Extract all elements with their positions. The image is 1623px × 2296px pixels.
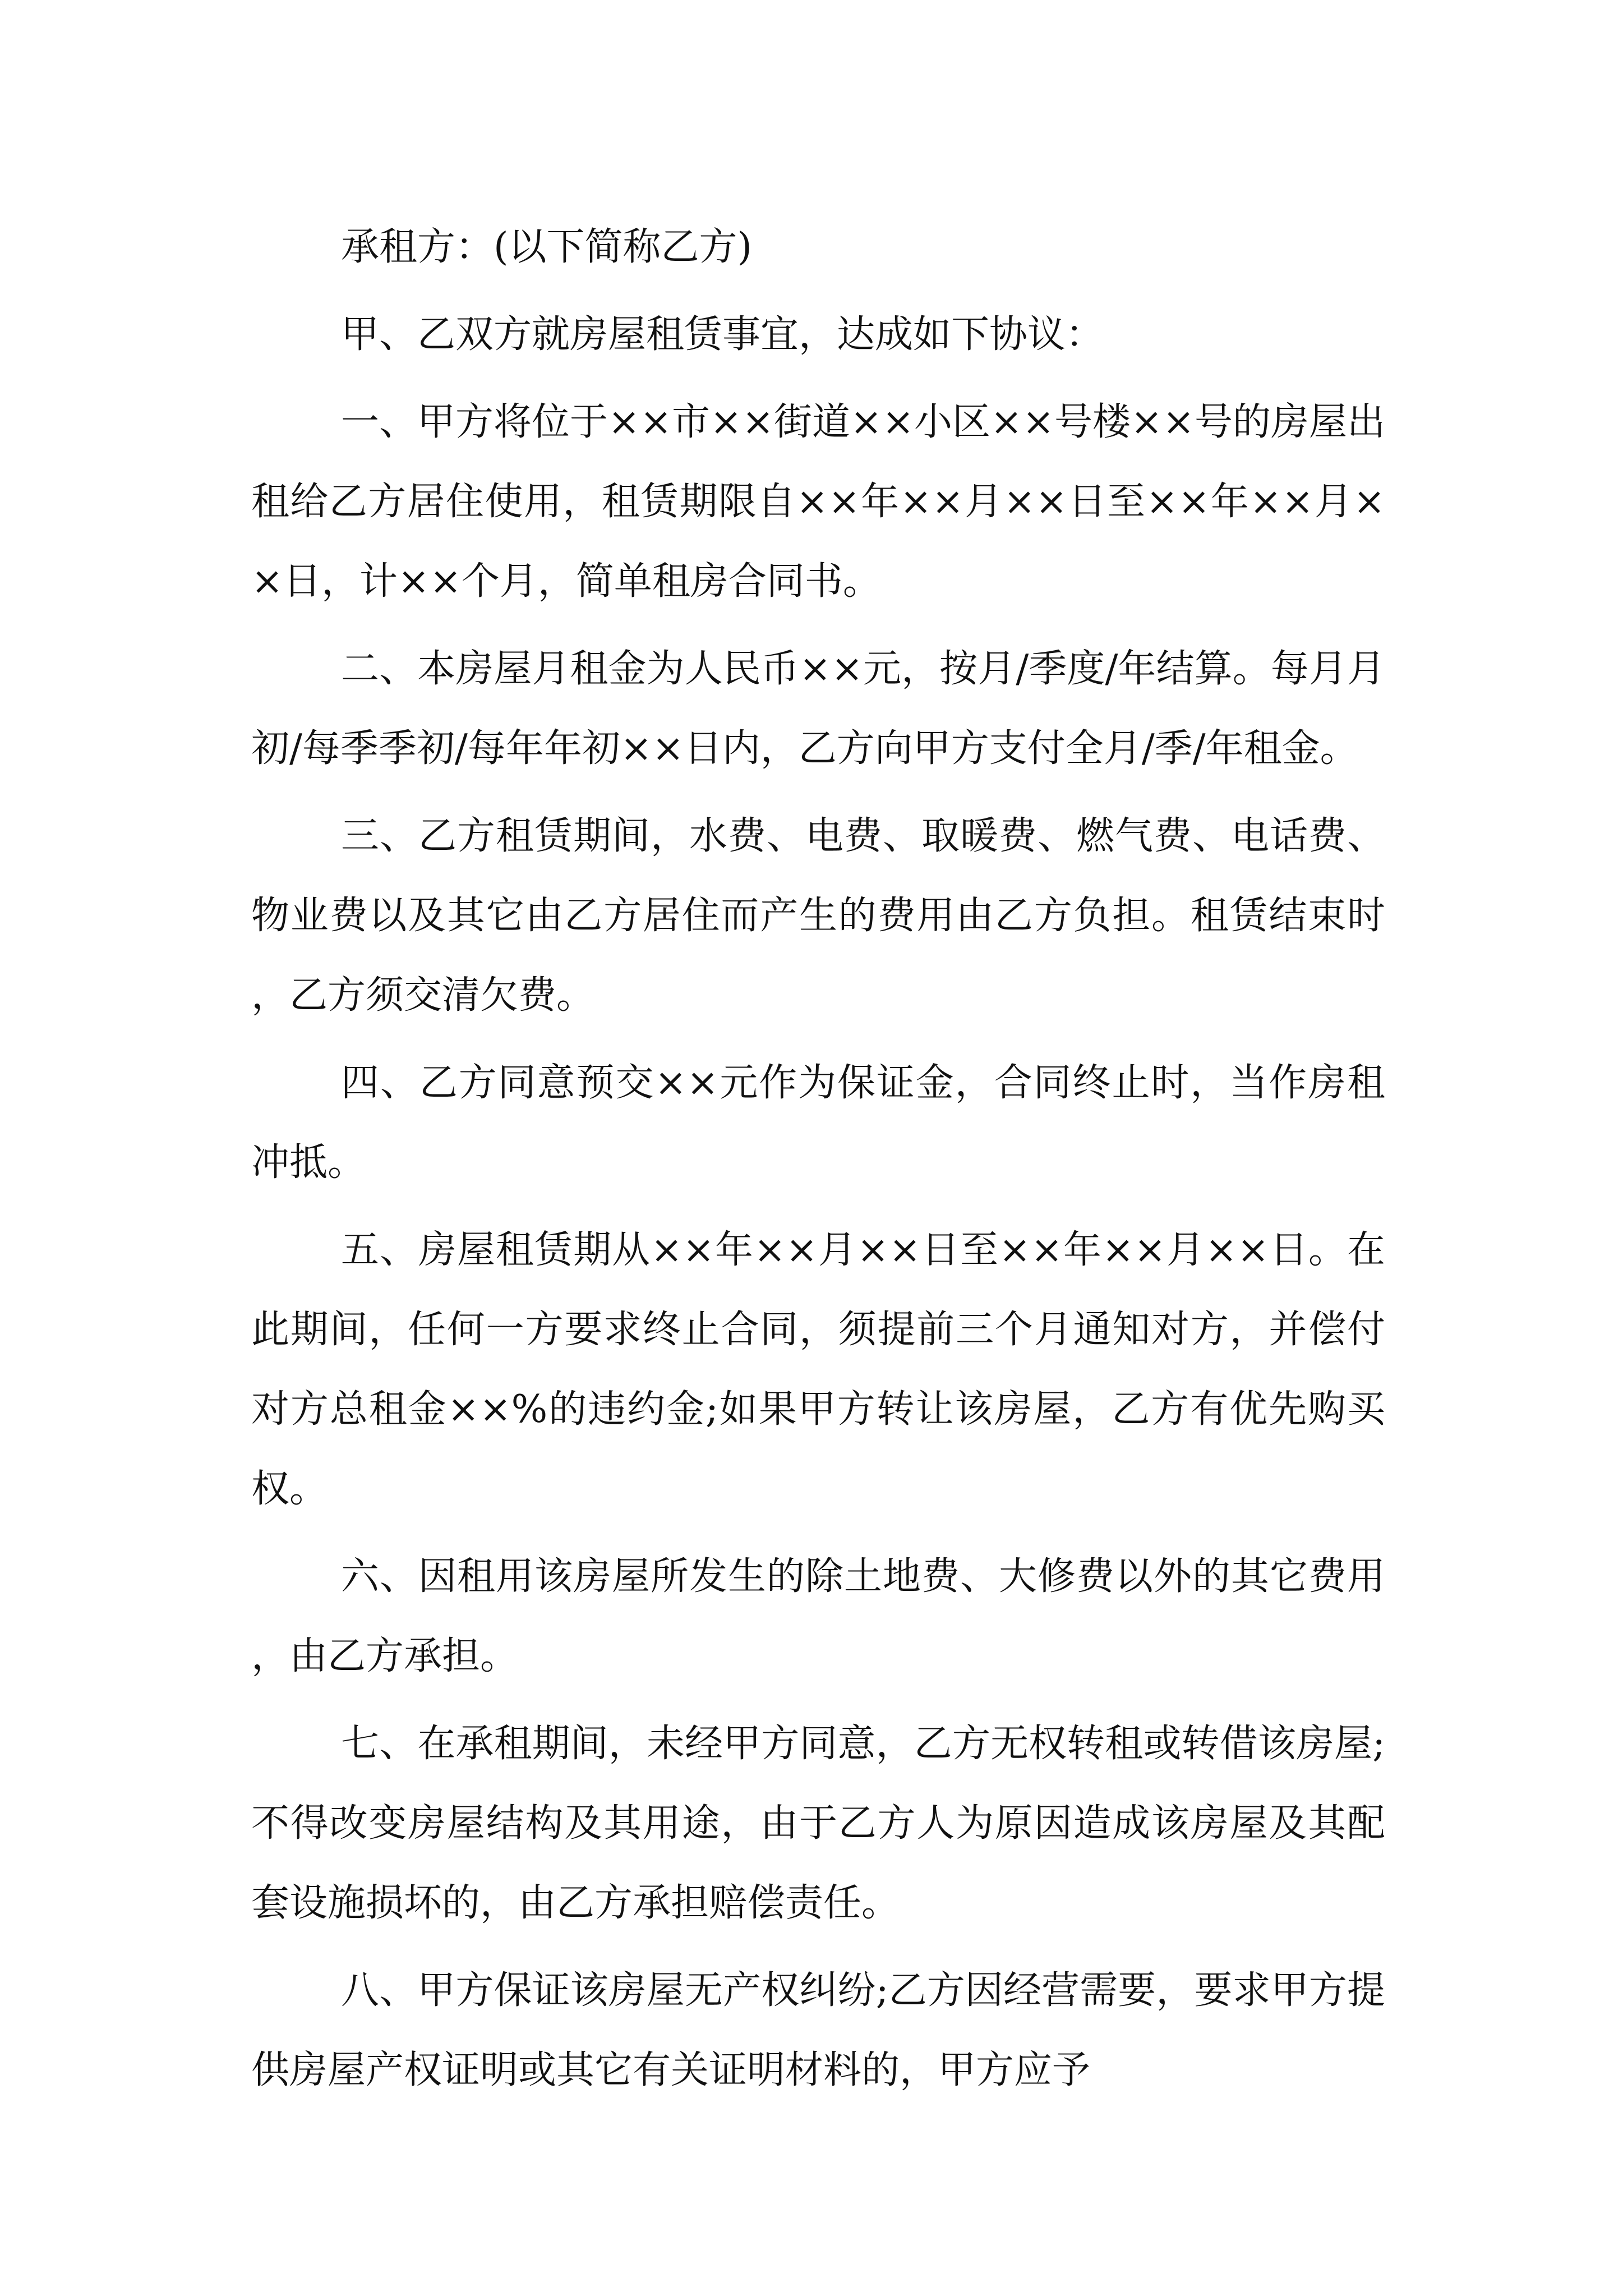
paragraph-lessee: 承租方：(以下简称乙方): [341, 225, 753, 269]
paragraph-clause-7: 七、在承租期间，未经甲方同意，乙方无权转租或转借该房屋;不得改变房屋结构及其用途，由于乙方人为原因造成该房屋及其配套设施损坏的，由乙方承担赔偿责任。: [251, 1722, 1385, 1925]
document-body: [251, 208, 1385, 2110]
paragraph-agreement-intro: 甲、乙双方就房屋租赁事宜，达成如下协议：: [341, 312, 1104, 357]
paragraph-clause-5: 五、房屋租赁期从××年××月××日至××年××月××日。在此期间，任何一方要求终止合同，须提前三个月通知对方，并偿付对方总租金××%的违约金;如果甲方转让该房屋，乙方有优先购买权。: [251, 1228, 1385, 1511]
paragraph-clause-1: 一、甲方将位于××市××街道××小区××号楼××号的房屋出租给乙方居住使用，租赁期限自××年××月××日至××年××月××日，计××个月，简单租房合同书。: [251, 400, 1385, 604]
paragraph-clause-3: 三、乙方租赁期间，水费、电费、取暖费、燃气费、电话费、物业费以及其它由乙方居住而产生的费用由乙方负担。租赁结束时，乙方须交清欠费。: [251, 814, 1385, 1018]
paragraph-clause-4: 四、乙方同意预交××元作为保证金，合同终止时，当作房租冲抵。: [251, 1061, 1385, 1185]
paragraph-clause-2: 二、本房屋月租金为人民币××元，按月/季度/年结算。每月月初/每季季初/每年年初××日内，乙方向甲方支付全月/季/年租金。: [251, 647, 1385, 771]
paragraph-clause-6: 六、因租用该房屋所发生的除土地费、大修费以外的其它费用，由乙方承担。: [251, 1554, 1385, 1678]
paragraph-clause-8: 八、甲方保证该房屋无产权纠纷;乙方因经营需要，要求甲方提供房屋产权证明或其它有关证明材料的，甲方应予: [251, 1968, 1385, 2092]
